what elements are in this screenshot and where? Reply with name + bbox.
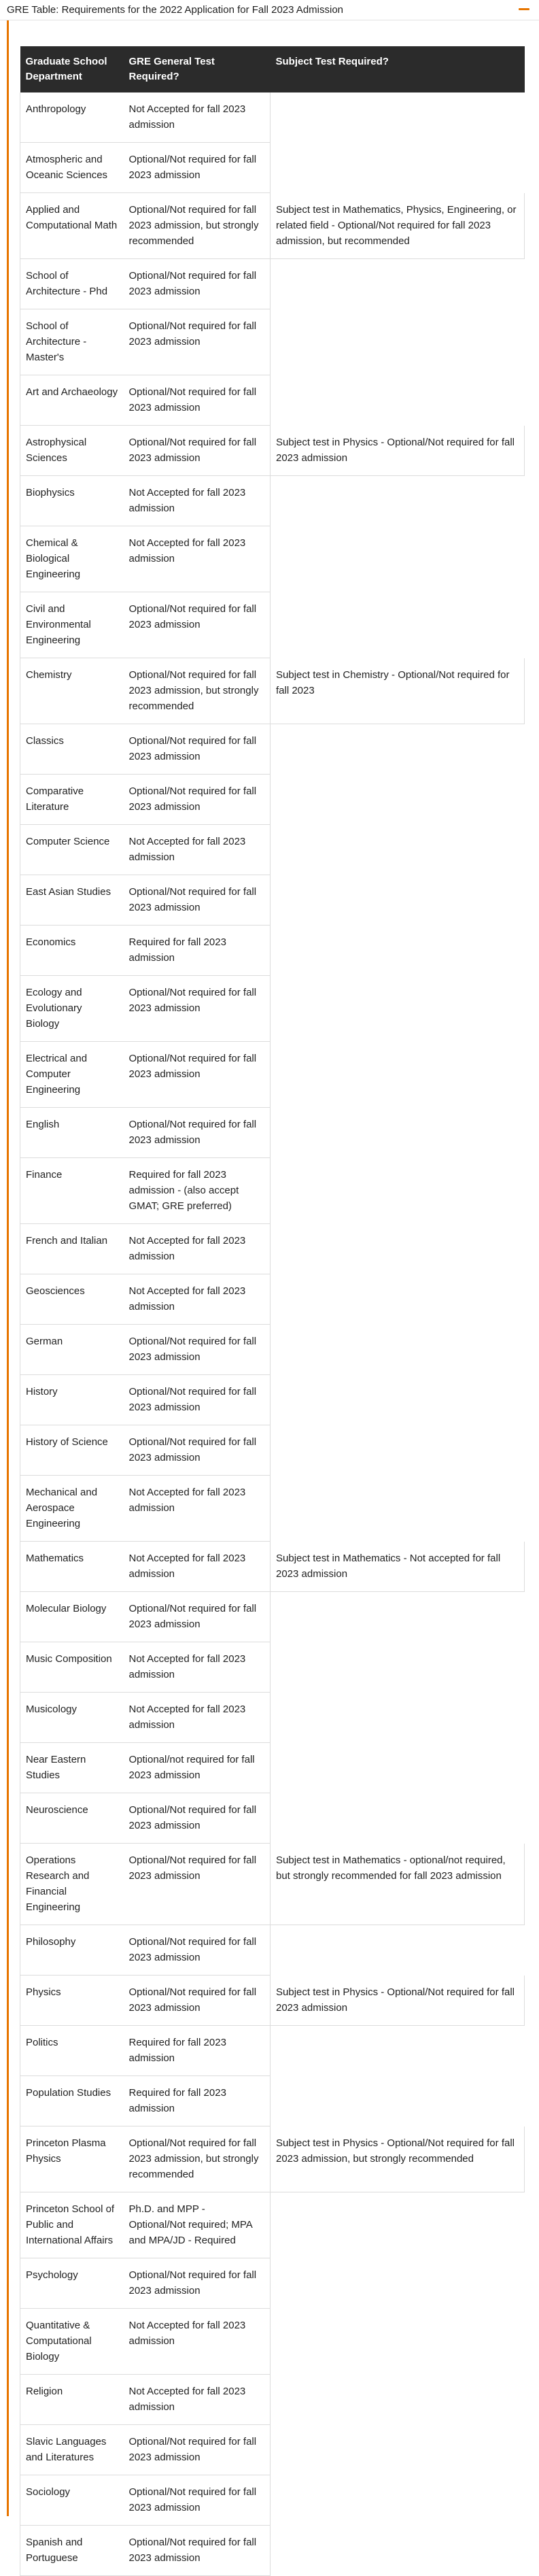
table-row	[20, 1042, 525, 1108]
cell-department: Finance	[20, 1158, 124, 1224]
cell-gre-general: Optional/Not required for fall 2023 admission	[124, 2526, 271, 2576]
cell-department: Musicology	[20, 1693, 124, 1743]
cell-gre-general: Not Accepted for fall 2023 admission	[124, 1476, 271, 1542]
cell-department: Anthropology	[20, 92, 124, 143]
cell-subject-test	[271, 875, 525, 926]
cell-subject-test	[271, 2192, 525, 2258]
cell-department: Ecology and Evolutionary Biology	[20, 976, 124, 1042]
cell-subject-test	[271, 2076, 525, 2126]
cell-subject-test	[271, 724, 525, 775]
table-row	[20, 976, 525, 1042]
cell-subject-test	[271, 309, 525, 375]
header-department: Graduate School Department	[20, 46, 124, 92]
cell-gre-general: Optional/Not required for fall 2023 admission	[124, 1425, 271, 1476]
cell-subject-test	[271, 1108, 525, 1158]
table-row	[20, 2192, 525, 2258]
cell-subject-test	[271, 1158, 525, 1224]
cell-department: Neuroscience	[20, 1793, 124, 1844]
cell-subject-test	[271, 143, 525, 193]
accordion-title[interactable]: GRE Table: Requirements for the 2022 Application for Fall 2023 Admission	[7, 4, 343, 16]
cell-gre-general: Optional/Not required for fall 2023 admission, but strongly recommended	[124, 2126, 271, 2192]
table-row	[20, 875, 525, 926]
table-row	[20, 426, 525, 476]
cell-department: Princeton School of Public and International Affairs	[20, 2192, 124, 2258]
table-header-row	[20, 46, 525, 92]
cell-gre-general: Optional/Not required for fall 2023 admission, but strongly recommended	[124, 193, 271, 259]
cell-gre-general: Not Accepted for fall 2023 admission	[124, 1542, 271, 1592]
cell-gre-general: Optional/Not required for fall 2023 admission	[124, 259, 271, 309]
cell-subject-test	[271, 375, 525, 426]
cell-gre-general: Optional/Not required for fall 2023 admission	[124, 1976, 271, 2026]
cell-department: Slavic Languages and Literatures	[20, 2425, 124, 2475]
cell-subject-test	[271, 2425, 525, 2475]
cell-gre-general: Not Accepted for fall 2023 admission	[124, 526, 271, 592]
cell-department: Comparative Literature	[20, 775, 124, 825]
table-row	[20, 2475, 525, 2526]
table-row	[20, 375, 525, 426]
table-row	[20, 309, 525, 375]
table-row	[20, 1325, 525, 1375]
cell-subject-test	[271, 926, 525, 976]
cell-gre-general: Optional/Not required for fall 2023 admission	[124, 976, 271, 1042]
cell-gre-general: Optional/Not required for fall 2023 admission	[124, 375, 271, 426]
cell-subject-test: Subject test in Mathematics - optional/not required, but strongly recommended for fall 2023 admission	[271, 1844, 525, 1925]
table-row	[20, 775, 525, 825]
cell-gre-general: Not Accepted for fall 2023 admission	[124, 2309, 271, 2375]
table-row	[20, 2026, 525, 2076]
cell-department: Mathematics	[20, 1542, 124, 1592]
cell-subject-test	[271, 2258, 525, 2309]
cell-department: English	[20, 1108, 124, 1158]
cell-department: Biophysics	[20, 476, 124, 526]
table-row	[20, 259, 525, 309]
cell-subject-test	[271, 1793, 525, 1844]
cell-department: Near Eastern Studies	[20, 1743, 124, 1793]
table-row	[20, 926, 525, 976]
cell-gre-general: Optional/Not required for fall 2023 admission	[124, 2475, 271, 2526]
cell-gre-general: Not Accepted for fall 2023 admission	[124, 1274, 271, 1325]
cell-gre-general: Optional/Not required for fall 2023 admission	[124, 1592, 271, 1642]
cell-department: Princeton Plasma Physics	[20, 2126, 124, 2192]
cell-department: History	[20, 1375, 124, 1425]
cell-department: Physics	[20, 1976, 124, 2026]
cell-gre-general: Optional/Not required for fall 2023 admission	[124, 875, 271, 926]
cell-department: Economics	[20, 926, 124, 976]
cell-department: Astrophysical Sciences	[20, 426, 124, 476]
cell-gre-general: Ph.D. and MPP - Optional/Not required; MPA and MPA/JD - Required	[124, 2192, 271, 2258]
cell-department: Quantitative & Computational Biology	[20, 2309, 124, 2375]
cell-subject-test	[271, 526, 525, 592]
accordion-header[interactable]	[0, 0, 539, 20]
cell-subject-test	[271, 2475, 525, 2526]
cell-gre-general: Optional/Not required for fall 2023 admission	[124, 1844, 271, 1925]
cell-subject-test	[271, 1925, 525, 1976]
cell-subject-test	[271, 1642, 525, 1693]
cell-gre-general: Optional/Not required for fall 2023 admission	[124, 592, 271, 658]
cell-gre-general: Optional/Not required for fall 2023 admission	[124, 1793, 271, 1844]
cell-subject-test	[271, 476, 525, 526]
cell-department: Operations Research and Financial Engineering	[20, 1844, 124, 1925]
cell-subject-test: Subject test in Mathematics, Physics, Engineering, or related field - Optional/Not required for fall 2023 admission, but recommended	[271, 193, 525, 259]
cell-subject-test	[271, 1224, 525, 1274]
cell-subject-test	[271, 2026, 525, 2076]
table-row	[20, 1375, 525, 1425]
cell-subject-test	[271, 1325, 525, 1375]
table-row	[20, 1925, 525, 1976]
table-row	[20, 1642, 525, 1693]
cell-gre-general: Optional/Not required for fall 2023 admission	[124, 426, 271, 476]
table-row	[20, 1844, 525, 1925]
table-row	[20, 2126, 525, 2192]
table-row	[20, 825, 525, 875]
cell-subject-test	[271, 1592, 525, 1642]
table-row	[20, 2309, 525, 2375]
cell-department: Computer Science	[20, 825, 124, 875]
table-row	[20, 1592, 525, 1642]
cell-department: Civil and Environmental Engineering	[20, 592, 124, 658]
table-row	[20, 2425, 525, 2475]
cell-gre-general: Optional/not required for fall 2023 admission	[124, 1743, 271, 1793]
cell-gre-general: Optional/Not required for fall 2023 admission, but strongly recommended	[124, 658, 271, 724]
cell-gre-general: Optional/Not required for fall 2023 admission	[124, 1042, 271, 1108]
table-row	[20, 526, 525, 592]
cell-department: Electrical and Computer Engineering	[20, 1042, 124, 1108]
cell-subject-test	[271, 1693, 525, 1743]
table-row	[20, 724, 525, 775]
cell-subject-test	[271, 1375, 525, 1425]
table-row	[20, 2526, 525, 2576]
header-subject-test: Subject Test Required?	[271, 46, 525, 92]
cell-department: School of Architecture - Master's	[20, 309, 124, 375]
cell-department: German	[20, 1325, 124, 1375]
cell-subject-test: Subject test in Physics - Optional/Not required for fall 2023 admission	[271, 426, 525, 476]
cell-department: Art and Archaeology	[20, 375, 124, 426]
cell-subject-test: Subject test in Chemistry - Optional/Not required for fall 2023	[271, 658, 525, 724]
cell-department: School of Architecture - Phd	[20, 259, 124, 309]
cell-subject-test	[271, 592, 525, 658]
table-row	[20, 1793, 525, 1844]
cell-gre-general: Optional/Not required for fall 2023 admission	[124, 1925, 271, 1976]
cell-department: Philosophy	[20, 1925, 124, 1976]
table-row	[20, 1158, 525, 1224]
cell-gre-general: Optional/Not required for fall 2023 admission	[124, 2258, 271, 2309]
cell-subject-test: Subject test in Physics - Optional/Not required for fall 2023 admission, but strongly recommended	[271, 2126, 525, 2192]
cell-department: Population Studies	[20, 2076, 124, 2126]
cell-department: History of Science	[20, 1425, 124, 1476]
cell-department: Mechanical and Aerospace Engineering	[20, 1476, 124, 1542]
cell-department: East Asian Studies	[20, 875, 124, 926]
cell-gre-general: Required for fall 2023 admission - (also accept GMAT; GRE preferred)	[124, 1158, 271, 1224]
cell-gre-general: Not Accepted for fall 2023 admission	[124, 825, 271, 875]
cell-department: Geosciences	[20, 1274, 124, 1325]
cell-subject-test	[271, 1743, 525, 1793]
cell-department: Molecular Biology	[20, 1592, 124, 1642]
cell-gre-general: Optional/Not required for fall 2023 admission	[124, 724, 271, 775]
cell-department: Spanish and Portuguese	[20, 2526, 124, 2576]
cell-department: Chemistry	[20, 658, 124, 724]
cell-department: Politics	[20, 2026, 124, 2076]
cell-subject-test: Subject test in Mathematics - Not accepted for fall 2023 admission	[271, 1542, 525, 1592]
table-row	[20, 1224, 525, 1274]
cell-subject-test	[271, 775, 525, 825]
cell-gre-general: Optional/Not required for fall 2023 admission	[124, 143, 271, 193]
table-row	[20, 476, 525, 526]
cell-department: Atmospheric and Oceanic Sciences	[20, 143, 124, 193]
cell-department: Music Composition	[20, 1642, 124, 1693]
cell-gre-general: Not Accepted for fall 2023 admission	[124, 92, 271, 143]
table-row	[20, 1108, 525, 1158]
table-row	[20, 658, 525, 724]
table-row	[20, 193, 525, 259]
cell-gre-general: Required for fall 2023 admission	[124, 2026, 271, 2076]
cell-department: Religion	[20, 2375, 124, 2425]
table-row	[20, 1976, 525, 2026]
table-row	[20, 2258, 525, 2309]
cell-department: French and Italian	[20, 1224, 124, 1274]
cell-gre-general: Not Accepted for fall 2023 admission	[124, 1693, 271, 1743]
cell-subject-test	[271, 2309, 525, 2375]
cell-subject-test	[271, 2526, 525, 2576]
collapse-minus-icon[interactable]	[519, 8, 529, 10]
cell-gre-general: Required for fall 2023 admission	[124, 2076, 271, 2126]
cell-subject-test	[271, 1042, 525, 1108]
table-row	[20, 2076, 525, 2126]
cell-subject-test	[271, 1425, 525, 1476]
cell-gre-general: Optional/Not required for fall 2023 admission	[124, 1108, 271, 1158]
cell-subject-test	[271, 92, 525, 143]
cell-gre-general: Not Accepted for fall 2023 admission	[124, 476, 271, 526]
accordion-panel	[7, 20, 539, 2564]
header-gre-general: GRE General Test Required?	[124, 46, 271, 92]
table-row	[20, 1693, 525, 1743]
table-row	[20, 1425, 525, 1476]
cell-gre-general: Not Accepted for fall 2023 admission	[124, 1642, 271, 1693]
cell-department: Chemical & Biological Engineering	[20, 526, 124, 592]
cell-gre-general: Optional/Not required for fall 2023 admission	[124, 1375, 271, 1425]
cell-subject-test	[271, 1274, 525, 1325]
cell-gre-general: Not Accepted for fall 2023 admission	[124, 2375, 271, 2425]
cell-gre-general: Required for fall 2023 admission	[124, 926, 271, 976]
table-row	[20, 1743, 525, 1793]
table-row	[20, 1476, 525, 1542]
cell-subject-test: Subject test in Physics - Optional/Not required for fall 2023 admission	[271, 1976, 525, 2026]
table-row	[20, 2375, 525, 2425]
cell-gre-general: Not Accepted for fall 2023 admission	[124, 1224, 271, 1274]
cell-department: Applied and Computational Math	[20, 193, 124, 259]
cell-gre-general: Optional/Not required for fall 2023 admission	[124, 309, 271, 375]
gre-requirements-table	[20, 46, 525, 2576]
cell-department: Psychology	[20, 2258, 124, 2309]
cell-subject-test	[271, 1476, 525, 1542]
table-row	[20, 1542, 525, 1592]
table-row	[20, 592, 525, 658]
cell-subject-test	[271, 825, 525, 875]
cell-gre-general: Optional/Not required for fall 2023 admission	[124, 775, 271, 825]
cell-subject-test	[271, 259, 525, 309]
cell-subject-test	[271, 2375, 525, 2425]
cell-department: Classics	[20, 724, 124, 775]
cell-subject-test	[271, 976, 525, 1042]
cell-gre-general: Optional/Not required for fall 2023 admission	[124, 1325, 271, 1375]
cell-department: Sociology	[20, 2475, 124, 2526]
table-row	[20, 143, 525, 193]
cell-gre-general: Optional/Not required for fall 2023 admission	[124, 2425, 271, 2475]
table-row	[20, 1274, 525, 1325]
table-row	[20, 92, 525, 143]
